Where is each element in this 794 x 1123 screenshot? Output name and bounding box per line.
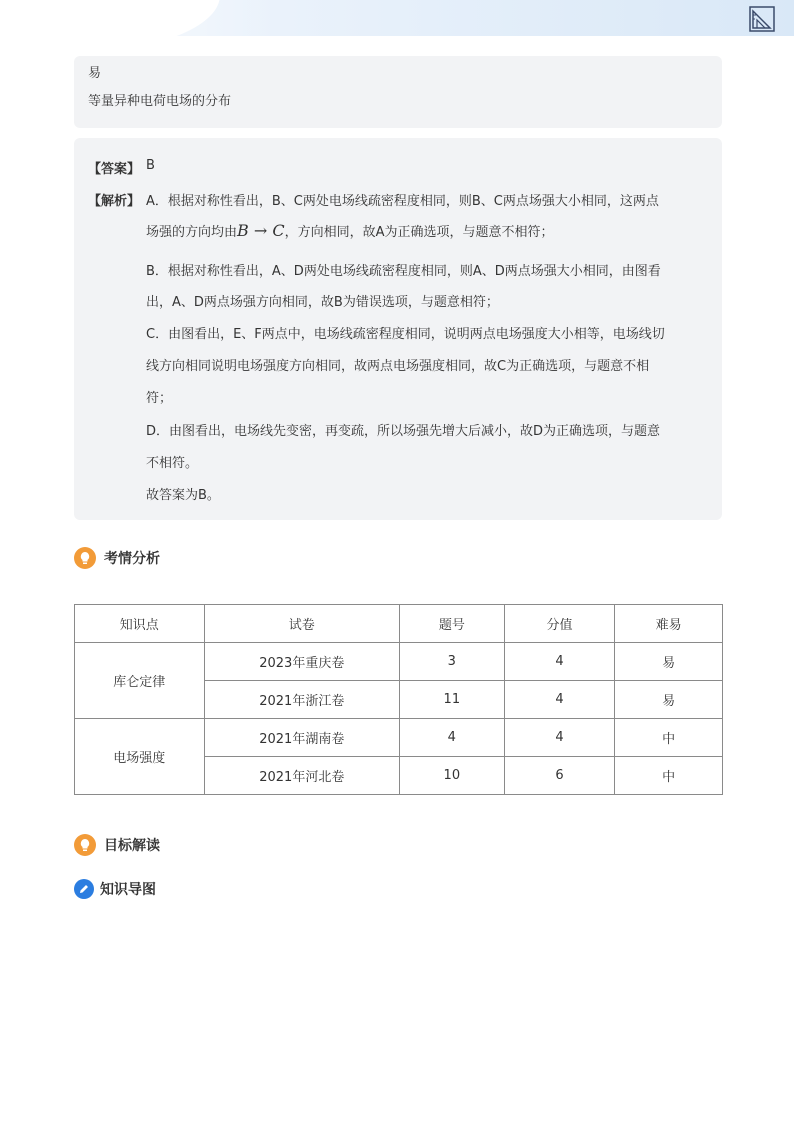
table-row [75, 643, 723, 681]
header-band [0, 0, 794, 36]
analysis-b-line-1: B．根据对称性看出，A、D两处电场线疏密程度相同，则A、D两点场强大小相同，由图看 [146, 264, 661, 279]
analysis-a-line-2-prefix: 场强的方向均由 [146, 225, 238, 240]
analysis-d-line-2: 不相符。 [146, 456, 199, 471]
direction-formula: B → C [237, 221, 285, 240]
table-header-cell: 试卷 [204, 605, 399, 643]
topic-cell: 库仑定律 [75, 643, 205, 719]
table-header-cell: 知识点 [75, 605, 205, 643]
exam-analysis-table [74, 604, 723, 795]
analysis-c-line-1: C．由图看出，E、F两点中，电场线疏密程度相同，说明两点电场强度大小相等，电场线切 [146, 327, 665, 342]
summary-box [74, 56, 722, 128]
paper-cell: 2021年河北卷 [204, 757, 399, 795]
answer-value: B [146, 158, 155, 173]
number-cell: 3 [399, 643, 504, 681]
number-cell: 11 [399, 681, 504, 719]
answer-label: 【答案】 [88, 162, 141, 177]
analysis-b-line-2: 出，A、D两点场强方向相同，故B为错误选项，与题意相符； [146, 295, 499, 310]
exam-analysis-section [74, 546, 160, 570]
difficulty-cell: 中 [615, 719, 723, 757]
table-header-cell: 分值 [504, 605, 615, 643]
answer-box [74, 138, 722, 520]
paper-cell: 2021年浙江卷 [204, 681, 399, 719]
table-header-row [75, 605, 723, 643]
table-row [75, 719, 723, 757]
score-cell: 4 [504, 643, 615, 681]
summary-line-2: 等量异种电荷电场的分布 [88, 94, 232, 109]
ruler-triangle-logo-icon [749, 6, 775, 32]
paper-cell: 2021年湖南卷 [204, 719, 399, 757]
table-header-cell: 题号 [399, 605, 504, 643]
section-title-goal-reading: 目标解读 [104, 838, 160, 854]
lightbulb-icon [74, 547, 96, 569]
paper-cell: 2023年重庆卷 [204, 643, 399, 681]
analysis-d-line-1: D．由图看出，电场线先变密，再变疏，所以场强先增大后减小，故D为正确选项，与题意 [146, 424, 661, 439]
difficulty-cell: 中 [615, 757, 723, 795]
number-cell: 4 [399, 719, 504, 757]
score-cell: 4 [504, 719, 615, 757]
analysis-a-line-1: A．根据对称性看出，B、C两处电场线疏密程度相同，则B、C两点场强大小相同，这两点 [146, 194, 659, 209]
knowledge-map-section [74, 877, 156, 901]
difficulty-cell: 易 [615, 681, 723, 719]
analysis-label: 【解析】 [88, 194, 141, 209]
analysis-c-line-2: 线方向相同说明电场强度方向相同，故两点电场强度相同，故C为正确选项，与题意不相 [146, 359, 650, 374]
score-cell: 4 [504, 681, 615, 719]
analysis-a-line-2 [146, 221, 554, 240]
table-header-cell: 难易 [615, 605, 723, 643]
number-cell: 10 [399, 757, 504, 795]
analysis-a-line-2-suffix: ，方向相同，故A为正确选项，与题意不相符； [284, 225, 554, 240]
section-title-knowledge-map: 知识导图 [100, 882, 156, 898]
summary-line-1: 易 [88, 66, 102, 81]
topic-cell: 电场强度 [75, 719, 205, 795]
analysis-c-line-3: 符； [146, 391, 173, 406]
difficulty-cell: 易 [615, 643, 723, 681]
goal-reading-section [74, 833, 160, 857]
lightbulb-icon [74, 834, 96, 856]
analysis-conclusion: 故答案为B。 [146, 488, 220, 503]
pencil-icon [74, 879, 94, 899]
score-cell: 6 [504, 757, 615, 795]
section-title-exam-analysis: 考情分析 [104, 551, 160, 567]
